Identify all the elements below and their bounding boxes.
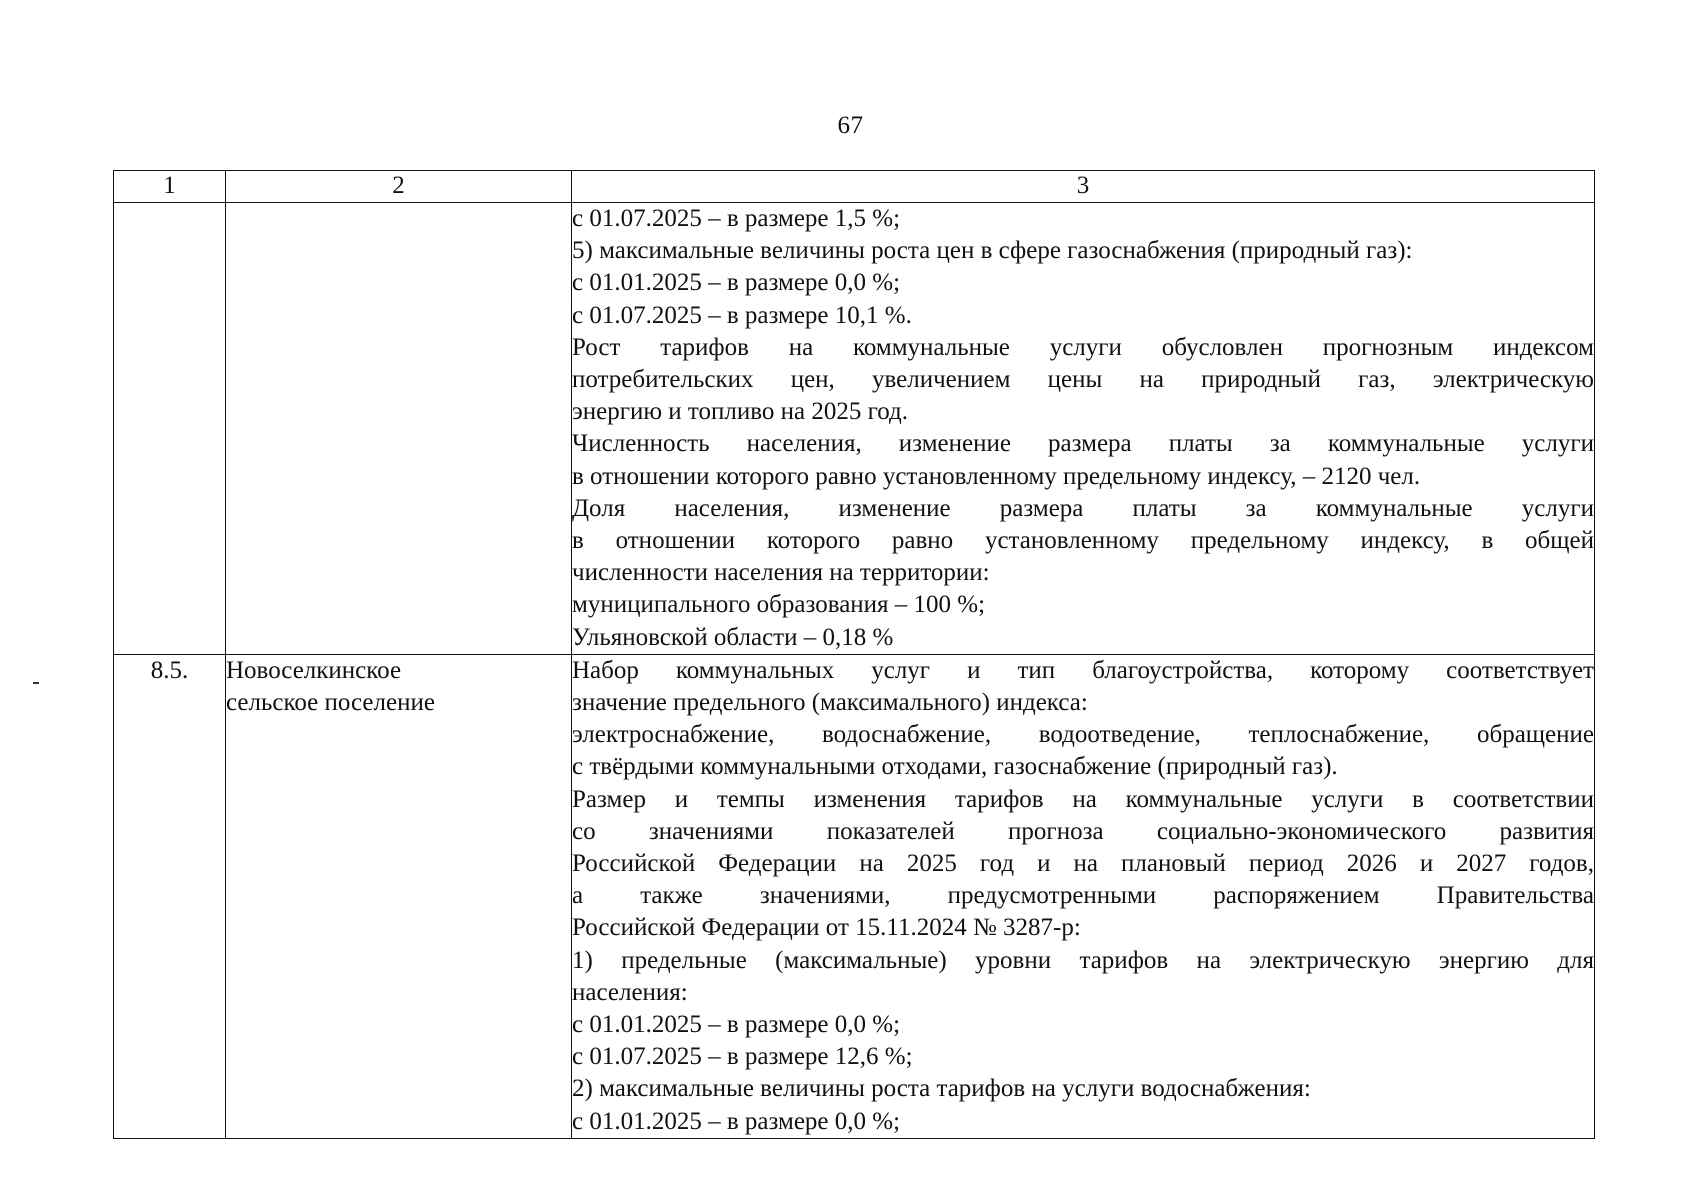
description-line: 2) максимальные величины роста тарифов на услуги водоснабжения:	[572, 1075, 1311, 1103]
description-line: с твёрдыми коммунальными отходами, газоснабжение (природный газ).	[572, 753, 1338, 781]
description-line: с 01.01.2025 – в размере 0,0 %;	[572, 1011, 901, 1039]
settlement-name-cell	[226, 203, 572, 655]
row-number-cell: 8.5.	[114, 654, 226, 1138]
tariff-table	[113, 170, 1595, 1139]
description-line: Размер и темпы изменения тарифов на коммунальные услуги в соответствии	[572, 785, 1594, 813]
description-line: в отношении которого равно установленному предельному индексу, – 2120 чел.	[572, 462, 1421, 490]
settlement-name-line: сельское поселение	[226, 689, 435, 717]
header-col-2: 2	[226, 171, 572, 203]
table-row	[114, 654, 1595, 1138]
description-line: в отношении которого равно установленному предельному индексу, в общей	[572, 527, 1594, 555]
description-line: Российской Федерации от 15.11.2024 № 3287-р:	[572, 914, 1081, 942]
description-line: со значениями показателей прогноза социально-экономического развития	[572, 817, 1594, 845]
description-line: Набор коммунальных услуг и тип благоустройства, которому соответствует	[572, 656, 1594, 684]
margin-mark	[33, 682, 39, 684]
description-line: с 01.07.2025 – в размере 10,1 %.	[572, 301, 912, 329]
page-number: 67	[837, 112, 864, 139]
description-line: с 01.01.2025 – в размере 0,0 %;	[572, 269, 901, 297]
description-line: 1) предельные (максимальные) уровни тарифов на электрическую энергию для	[572, 946, 1594, 974]
description-line: энергию и топливо на 2025 год.	[572, 398, 908, 426]
description-line: Ульяновской области – 0,18 %	[572, 623, 894, 651]
description-line: с 01.07.2025 – в размере 1,5 %;	[572, 205, 901, 232]
description-cell	[572, 203, 1595, 655]
table-header-row	[114, 171, 1595, 203]
description-line: 5) максимальные величины роста цен в сфере газоснабжения (природный газ):	[572, 237, 1413, 265]
description-line: электроснабжение, водоснабжение, водоотведение, теплоснабжение, обращение	[572, 721, 1594, 749]
table-row	[114, 203, 1595, 655]
header-col-3: 3	[572, 171, 1595, 203]
description-line: муниципального образования – 100 %;	[572, 591, 986, 619]
description-line: потребительских цен, увеличением цены на природный газ, электрическую	[572, 366, 1594, 394]
description-line: населения:	[572, 978, 688, 1006]
description-line: с 01.07.2025 – в размере 12,6 %;	[572, 1043, 913, 1071]
description-line: Рост тарифов на коммунальные услуги обусловлен прогнозным индексом	[572, 333, 1594, 361]
description-line: Российской Федерации на 2025 год и на плановый период 2026 и 2027 годов,	[572, 850, 1594, 878]
settlement-name-cell	[226, 654, 572, 1138]
description-line: Численность населения, изменение размера платы за коммунальные услуги	[572, 430, 1594, 458]
row-number-cell	[114, 203, 226, 655]
description-cell	[572, 654, 1595, 1138]
description-line: с 01.01.2025 – в размере 0,0 %;	[572, 1107, 901, 1135]
header-col-1: 1	[114, 171, 226, 203]
settlement-name-line: Новоселкинское	[226, 656, 402, 684]
description-line: Доля населения, изменение размера платы за коммунальные услуги	[572, 494, 1594, 522]
description-line: численности населения на территории:	[572, 559, 990, 587]
description-line: а также значениями, предусмотренными распоряжением Правительства	[572, 882, 1594, 910]
description-line: значение предельного (максимального) индекса:	[572, 689, 1088, 717]
